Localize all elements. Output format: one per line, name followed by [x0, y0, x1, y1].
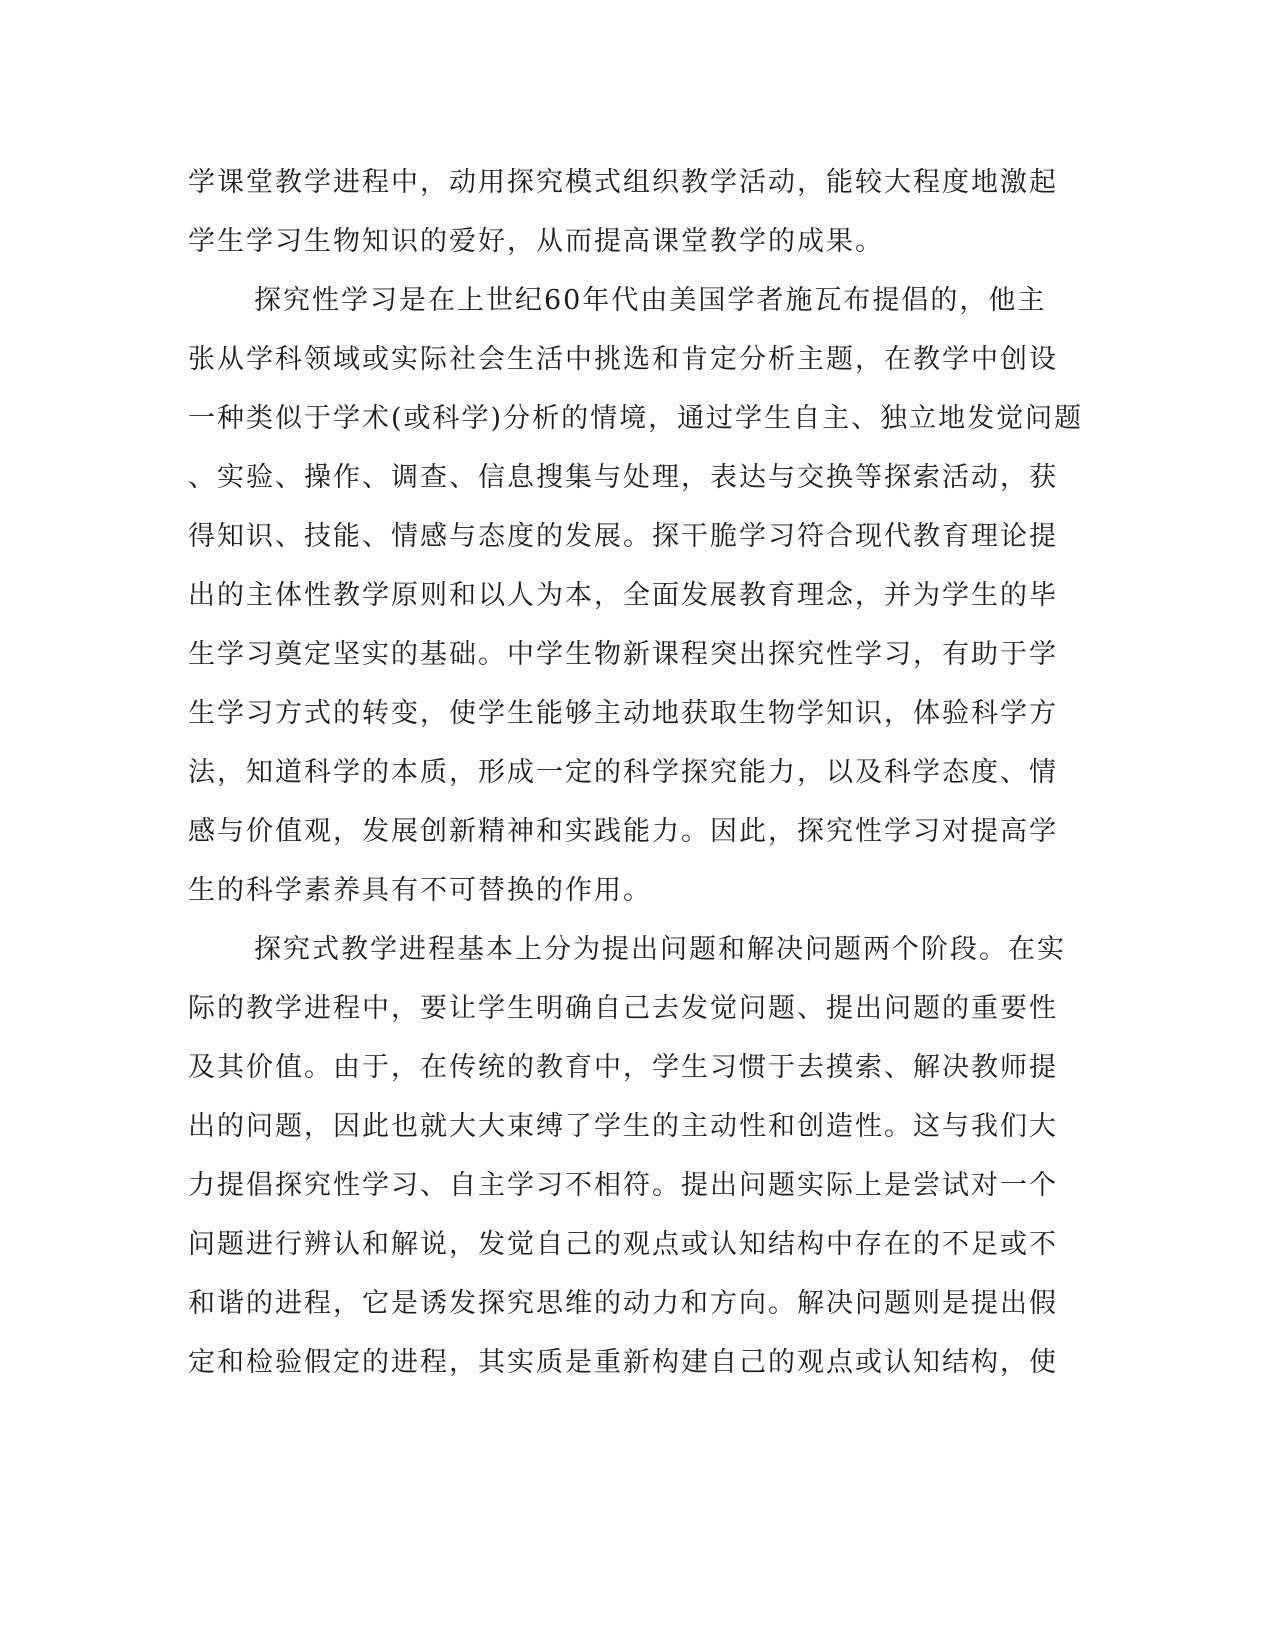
text-line: 学生学习生物知识的爱好，从而提高课堂教学的成果。	[188, 226, 884, 257]
text-line: 和谐的进程，它是诱发探究思维的动力和方向。解决问题则是提出假	[188, 1288, 1058, 1319]
text-line: 学课堂教学进程中，动用探究模式组织教学活动，能较大程度地激起	[188, 167, 1058, 198]
text-line: 及其价值。由于，在传统的教育中，学生习惯于去摸索、解决教师提	[188, 1052, 1058, 1083]
text-line: 定和检验假定的进程，其实质是重新构建自己的观点或认知结构，使	[188, 1347, 1058, 1378]
text-line: 张从学科领域或实际社会生活中挑选和肯定分析主题，在教学中创设	[188, 344, 1058, 375]
text-line: 感与价值观，发展创新精神和实践能力。因此，探究性学习对提高学	[188, 816, 1058, 847]
text-line: 生的科学素养具有不可替换的作用。	[188, 875, 652, 906]
text-line: 出的主体性教学原则和以人为本，全面发展教育理念，并为学生的毕	[188, 580, 1058, 611]
text-line: 法，知道科学的本质，形成一定的科学探究能力，以及科学态度、情	[188, 757, 1058, 788]
paragraph-first-line: 探究性学习是在上世纪60年代由美国学者施瓦布提倡的，他主	[254, 285, 1047, 316]
text-line: 、实验、操作、调查、信息搜集与处理，表达与交换等探索活动，获	[188, 462, 1058, 493]
text-line: 出的问题，因此也就大大束缚了学生的主动性和创造性。这与我们大	[188, 1111, 1058, 1142]
text-line: 生学习方式的转变，使学生能够主动地获取生物学知识，体验科学方	[188, 698, 1058, 729]
text-line: 问题进行辨认和解说，发觉自己的观点或认知结构中存在的不足或不	[188, 1229, 1058, 1260]
text-line: 际的教学进程中，要让学生明确自己去发觉问题、提出问题的重要性	[188, 993, 1058, 1024]
text-line: 力提倡探究性学习、自主学习不相符。提出问题实际上是尝试对一个	[188, 1170, 1058, 1201]
text-line: 一种类似于学术(或科学)分析的情境，通过学生自主、独立地发觉问题	[188, 403, 1084, 434]
paragraph-first-line: 探究式教学进程基本上分为提出问题和解决问题两个阶段。在实	[254, 934, 1066, 965]
text-line: 得知识、技能、情感与态度的发展。探干脆学习符合现代教育理论提	[188, 521, 1058, 552]
text-line: 生学习奠定坚实的基础。中学生物新课程突出探究性学习，有助于学	[188, 639, 1058, 670]
